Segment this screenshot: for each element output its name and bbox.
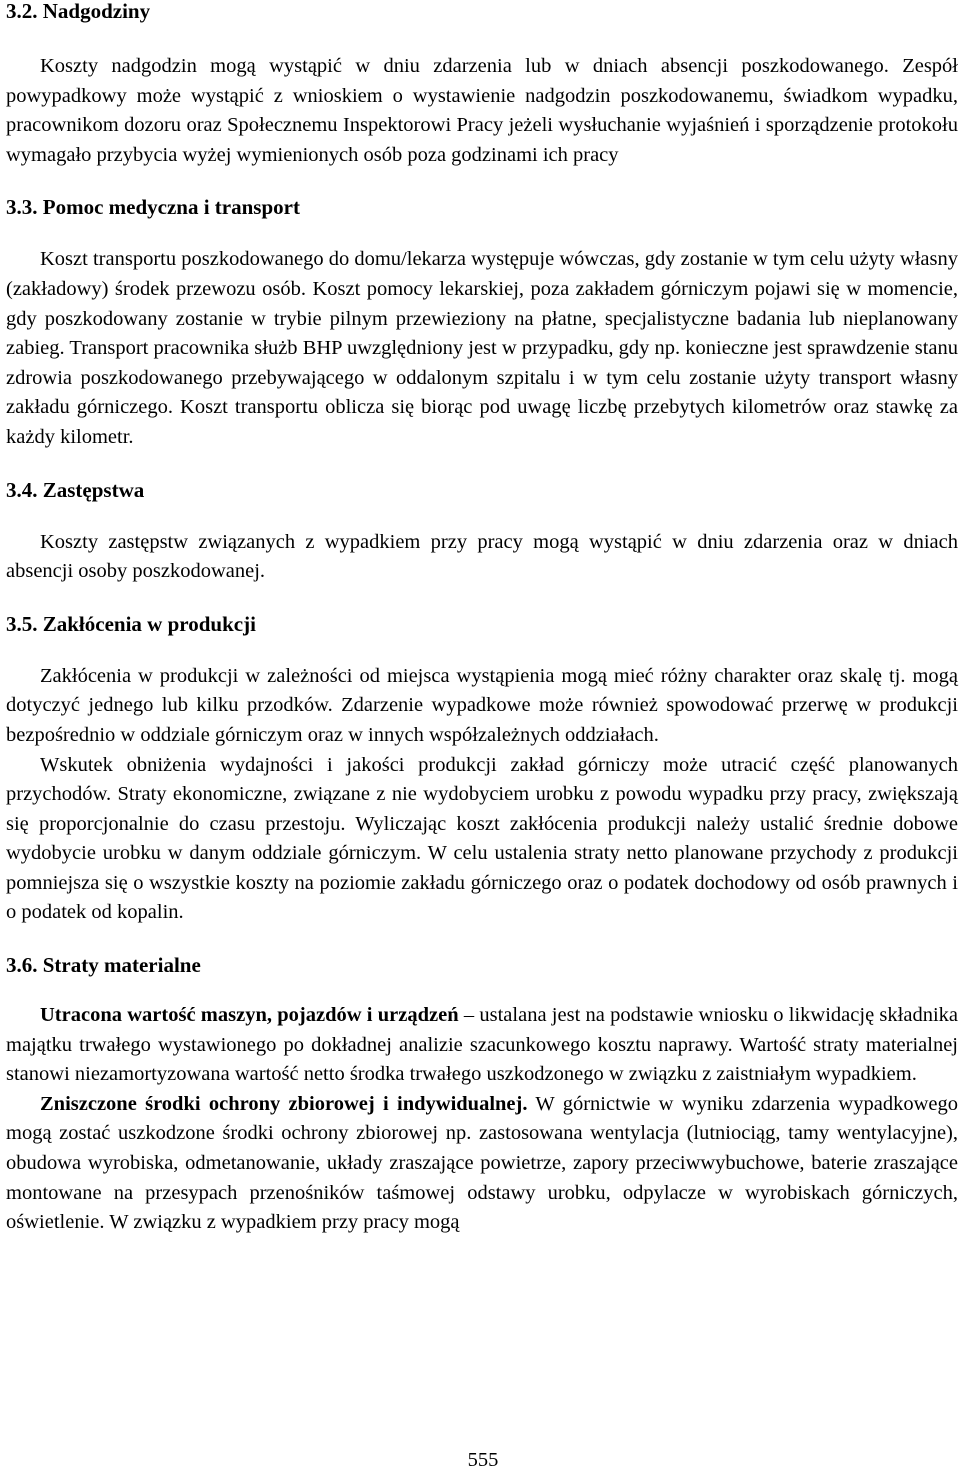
bold-lead-machine-loss: Utracona wartość maszyn, pojazdów i urządzeń [40,1004,459,1027]
paragraph-substitutions: Koszty zastępstw związanych z wypadkiem przy pracy mogą wystąpić w dniu zdarzenia oraz w dniach absencji osoby poszkodowanej. [6,530,958,583]
section-heading-3-6: 3.6. Straty materialne [6,953,201,978]
page-number: 555 [467,1449,499,1471]
paragraph-production-disruption-2: Wskutek obniżenia wydajności i jakości produkcji zakład górniczy może utracić część planowanych przychodów. Straty ekonomiczne, związane z nie wydobyciem urobku z powodu wypadku przy pracy, zwiększają się proporcjonalnie do czasu przestoju. Wyliczając koszt zakłócenia produkcji należy ustalić średnie dobowe wydobycie urobku w danym oddziale górniczym. W celu ustalenia straty netto planowane przychody z produkcji pomniejsza się o wszystkie koszty na poziomie zakładu górniczego oraz o podatek dochodowy od osób prawnych i o podatek od kopalin. [6,753,958,924]
paragraph-overtime: Koszty nadgodzin mogą wystąpić w dniu zdarzenia lub w dniach absencji poszkodowanego. Zespół powypadkowy może wystąpić z wnioskiem o wystawienie nadgodzin poszkodowanemu, świadkom wypadku, pracownikom dozoru oraz Społecznemu Inspektorowi Pracy jeżeli wysłuchanie wyjaśnień i sporządzenie protokołu wymagało przybycia wyżej wymienionych osób poza godzinami ich pracy [6,55,958,166]
paragraph-medical-transport: Koszt transportu poszkodowanego do domu/lekarza występuje wówczas, gdy zostanie w tym celu użyty własny (zakładowy) środek przewozu osób. Koszt pomocy lekarskiej, poza zakładem górniczym pojawi się w momencie, gdy poszkodowany zostanie w trybie pilnym przewieziony na płatne, specjalistyczne badania lub nieplanowany zabieg. Transport pracownika służb BHP uwzględniony jest w przypadku, gdy np. konieczne jest sprawdzenie stanu zdrowia poszkodowanego przebywającego w oddalonym szpitalu i w tym celu zostanie użyty transport własny zakładu górniczego. Koszt transportu oblicza się biorąc pod uwagę liczbę przebytych kilometrów oraz stawkę za każdy kilometr. [6,248,958,448]
document-page [6,0,958,1238]
text-protection-damage: W górnictwie w wyniku zdarzenia wypadkowego mogą zostać uszkodzone środki ochrony zbiorowej np. zastosowana wentylacja (lutniociąg, tamy wentylacyjne), obudowa wyrobiska, odmetanowanie, układy zraszające powietrze, zapory przeciwwybuchowe, baterie zraszające montowane na przesypach przenośników taśmowej odstawy urobku, odpylacze w wyrobiskach górniczych, oświetlenie. W związku z wypadkiem przy pracy mogą [6,1092,958,1234]
section-heading-3-5: 3.5. Zakłócenia w produkcji [6,611,256,636]
bold-lead-protection-damage: Zniszczone środki ochrony zbiorowej i indywidualnej. [40,1092,528,1115]
paragraph-production-disruption-1: Zakłócenia w produkcji w zależności od miejsca wystąpienia mogą mieć różny charakter oraz skalę tj. mogą dotyczyć jednego lub kilku przodków. Zdarzenie wypadkowe może również spowodować przerwę w produkcji bezpośrednio w oddziale górniczym oraz w innych współzależnych oddziałach. [6,664,958,746]
text-machine-loss: – ustalana jest na podstawie wniosku o likwidację składnika majątku trwałego wystawionego po dokładnej analizie szacunkowego kosztu naprawy. Wartość straty materialnej stanowi niezamortyzowana wartość netto środka trwałego uszkodzonego w związku z zaistniałym wypadkiem. [6,1004,959,1086]
paragraph-machine-loss [6,1001,958,1090]
section-heading-3-3: 3.3. Pomoc medyczna i transport [6,195,300,220]
section-heading-3-2: 3.2. Nadgodziny [6,0,151,23]
paragraph-protection-damage [6,1090,958,1238]
section-heading-3-4: 3.4. Zastępstwa [6,477,145,502]
